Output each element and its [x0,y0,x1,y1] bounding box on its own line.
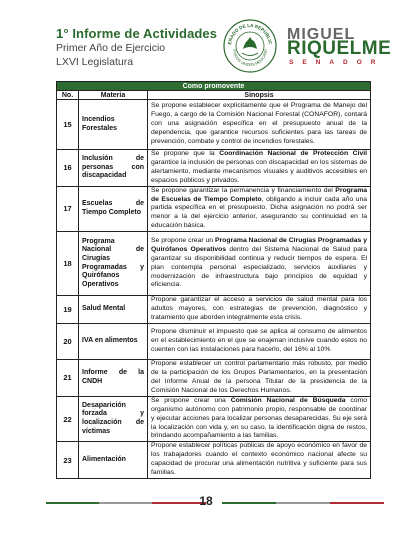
footer-rule-left [46,502,206,504]
row-number: 15 [57,100,79,150]
row-materia: Informe de la CNDH [79,360,148,397]
table-row [57,150,371,187]
sinopsis-segment: dentro del Sistema Nacional de Salud para garantizar su disponibilidad continua y reducir tiempos de espera. El plan contempla personal especializado, servicios auxiliares y modernización de infraestructura bajo principios de equidad y eficiencia. [151,245,368,289]
row-number: 16 [57,150,79,187]
row-sinopsis [148,232,371,296]
sinopsis-bold-segment: Programa Nacional de Cirugías Programadas y Quirófanos Operativos [151,236,368,253]
report-subtitle-year: Primer Año de Ejercicio [56,42,166,54]
row-materia: Programa Nacional de Cirugías Programadas y Quirófanos Operativos [79,232,148,296]
table-row [57,324,371,360]
initiatives-table-wrapper [56,81,370,479]
sinopsis-segment: Se propone crear un [151,236,215,244]
col-header-sinopsis: Sinopsis [148,91,371,100]
row-sinopsis [148,360,371,397]
page-header [0,0,412,80]
row-materia: IVA en alimentos [79,324,148,360]
sinopsis-segment: garantice la inclusión de personas con discapacidad en los sistemas de alertamiento, mediante mecanismos visuales y auditivos accesibles en espacios públicos y privados. [151,158,368,184]
row-sinopsis [148,442,371,479]
seal-text-top: ENADO DE LA REPÚBLIC [227,22,273,45]
sinopsis-bold-segment: Coordinación Nacional de Protección Civil [219,150,368,157]
senator-last-name: RIQUELME [287,38,392,59]
seal-text-bottom: STADOS UNIDOS MEXICANO [231,48,269,68]
sinopsis-segment: Propone establecer políticas públicas de apoyo económico en favor de los trabajadores cuando el contexto económico nacional afecte su capacidad de procurar una alimentación nutritiva y suficiente para sus familias. [151,442,368,477]
sinopsis-segment: Se propone que la [151,150,220,157]
sinopsis-segment: Se propone crear una [151,396,231,404]
row-materia: Alimentación [79,442,148,479]
sinopsis-segment: , obligando a incluir cada año una partida específica en el presupuesto. Dicha asignación no podrá ser menor a la del ejercicio anterior, asegurando su continuidad en la educación básica. [151,195,368,230]
row-materia: Incendios Forestales [79,100,148,150]
row-sinopsis [148,296,371,324]
page-number: 18 [199,494,213,508]
row-materia: Salud Mental [79,296,148,324]
table-row [57,296,371,324]
table-row [57,232,371,296]
row-number: 19 [57,296,79,324]
senate-seal-logo [222,18,278,74]
row-number: 17 [57,186,79,232]
table-row [57,100,371,150]
row-sinopsis [148,186,371,232]
row-number: 23 [57,442,79,479]
table-row [57,360,371,397]
col-header-no: No. [57,91,79,100]
footer-rule-right [222,502,384,504]
row-number: 20 [57,324,79,360]
row-sinopsis [148,324,371,360]
table-row [57,396,371,442]
row-number: 18 [57,232,79,296]
row-sinopsis [148,150,371,187]
table-row [57,186,371,232]
row-materia: Escuelas de Tiempo Completo [79,186,148,232]
senator-title: SENADOR [289,59,385,66]
row-sinopsis [148,396,371,442]
table-row [57,442,371,479]
initiatives-table [56,81,371,479]
table-header-row [57,91,371,100]
report-title: 1° Informe de Actividades [56,26,218,41]
row-sinopsis [148,100,371,150]
sinopsis-segment: Se propone establecer explícitamente que el Programa de Manejo del Fuego, a cargo de la Comisión Nacional Forestal (CONAFOR), contará con una asignación específica en el presupuesto anual de la dependencia, que garantice recursos suficientes para las tareas de prevención, combate y control de incendios forestales. [151,102,368,145]
row-materia: Inclusión de personas con discapacidad [79,150,148,187]
sinopsis-segment: como organismo autónomo con patrimonio propio, responsable de coordinar y ejecutar acciones para localizar personas desaparecidas. Su eje será la localización con vida y, en su caso, la identificación digna de restos, brindando acompañamiento a las familias. [151,396,368,440]
sinopsis-segment: Propone garantizar el acceso a servicios de salud mental para los adultos mayores, con estrategias de prevención, diagnóstico y tratamiento que aborden integralmente esta crisis. [151,296,368,322]
sinopsis-segment: Propone disminuir el impuesto que se aplica al consumo de alimentos en el establecimiento en el que se enajenan inclusive cuando estos no cuenten con las instalaciones para hacerlo, del 16% al 10% [151,328,368,354]
sinopsis-segment: Propone establecer un control parlamentario más robusto, por medio de la participación de los Grupos Parlamentarios, en la presentación del Informe Anual de la persona Titular de la presidencia de la Comisión Nacional de los Derechos Humanos. [151,360,368,394]
row-number: 22 [57,396,79,442]
row-number: 21 [57,360,79,397]
report-subtitle-legislature: LXVI Legislatura [56,56,134,68]
senator-first-name: MIGUEL [287,26,356,43]
table-band-row [57,82,371,91]
sinopsis-bold-segment: Programa de Escuelas de Tiempo Completo [151,186,368,203]
sinopsis-segment: Se propone garantizar la permanencia y financiamiento del [151,186,336,194]
sinopsis-bold-segment: Comisión Nacional de Búsqueda [230,396,346,404]
col-header-materia: Materia [79,91,148,100]
band-title: Como promovente [57,82,371,91]
row-materia: Desaparición forzada y localización de víctimas [79,396,148,442]
